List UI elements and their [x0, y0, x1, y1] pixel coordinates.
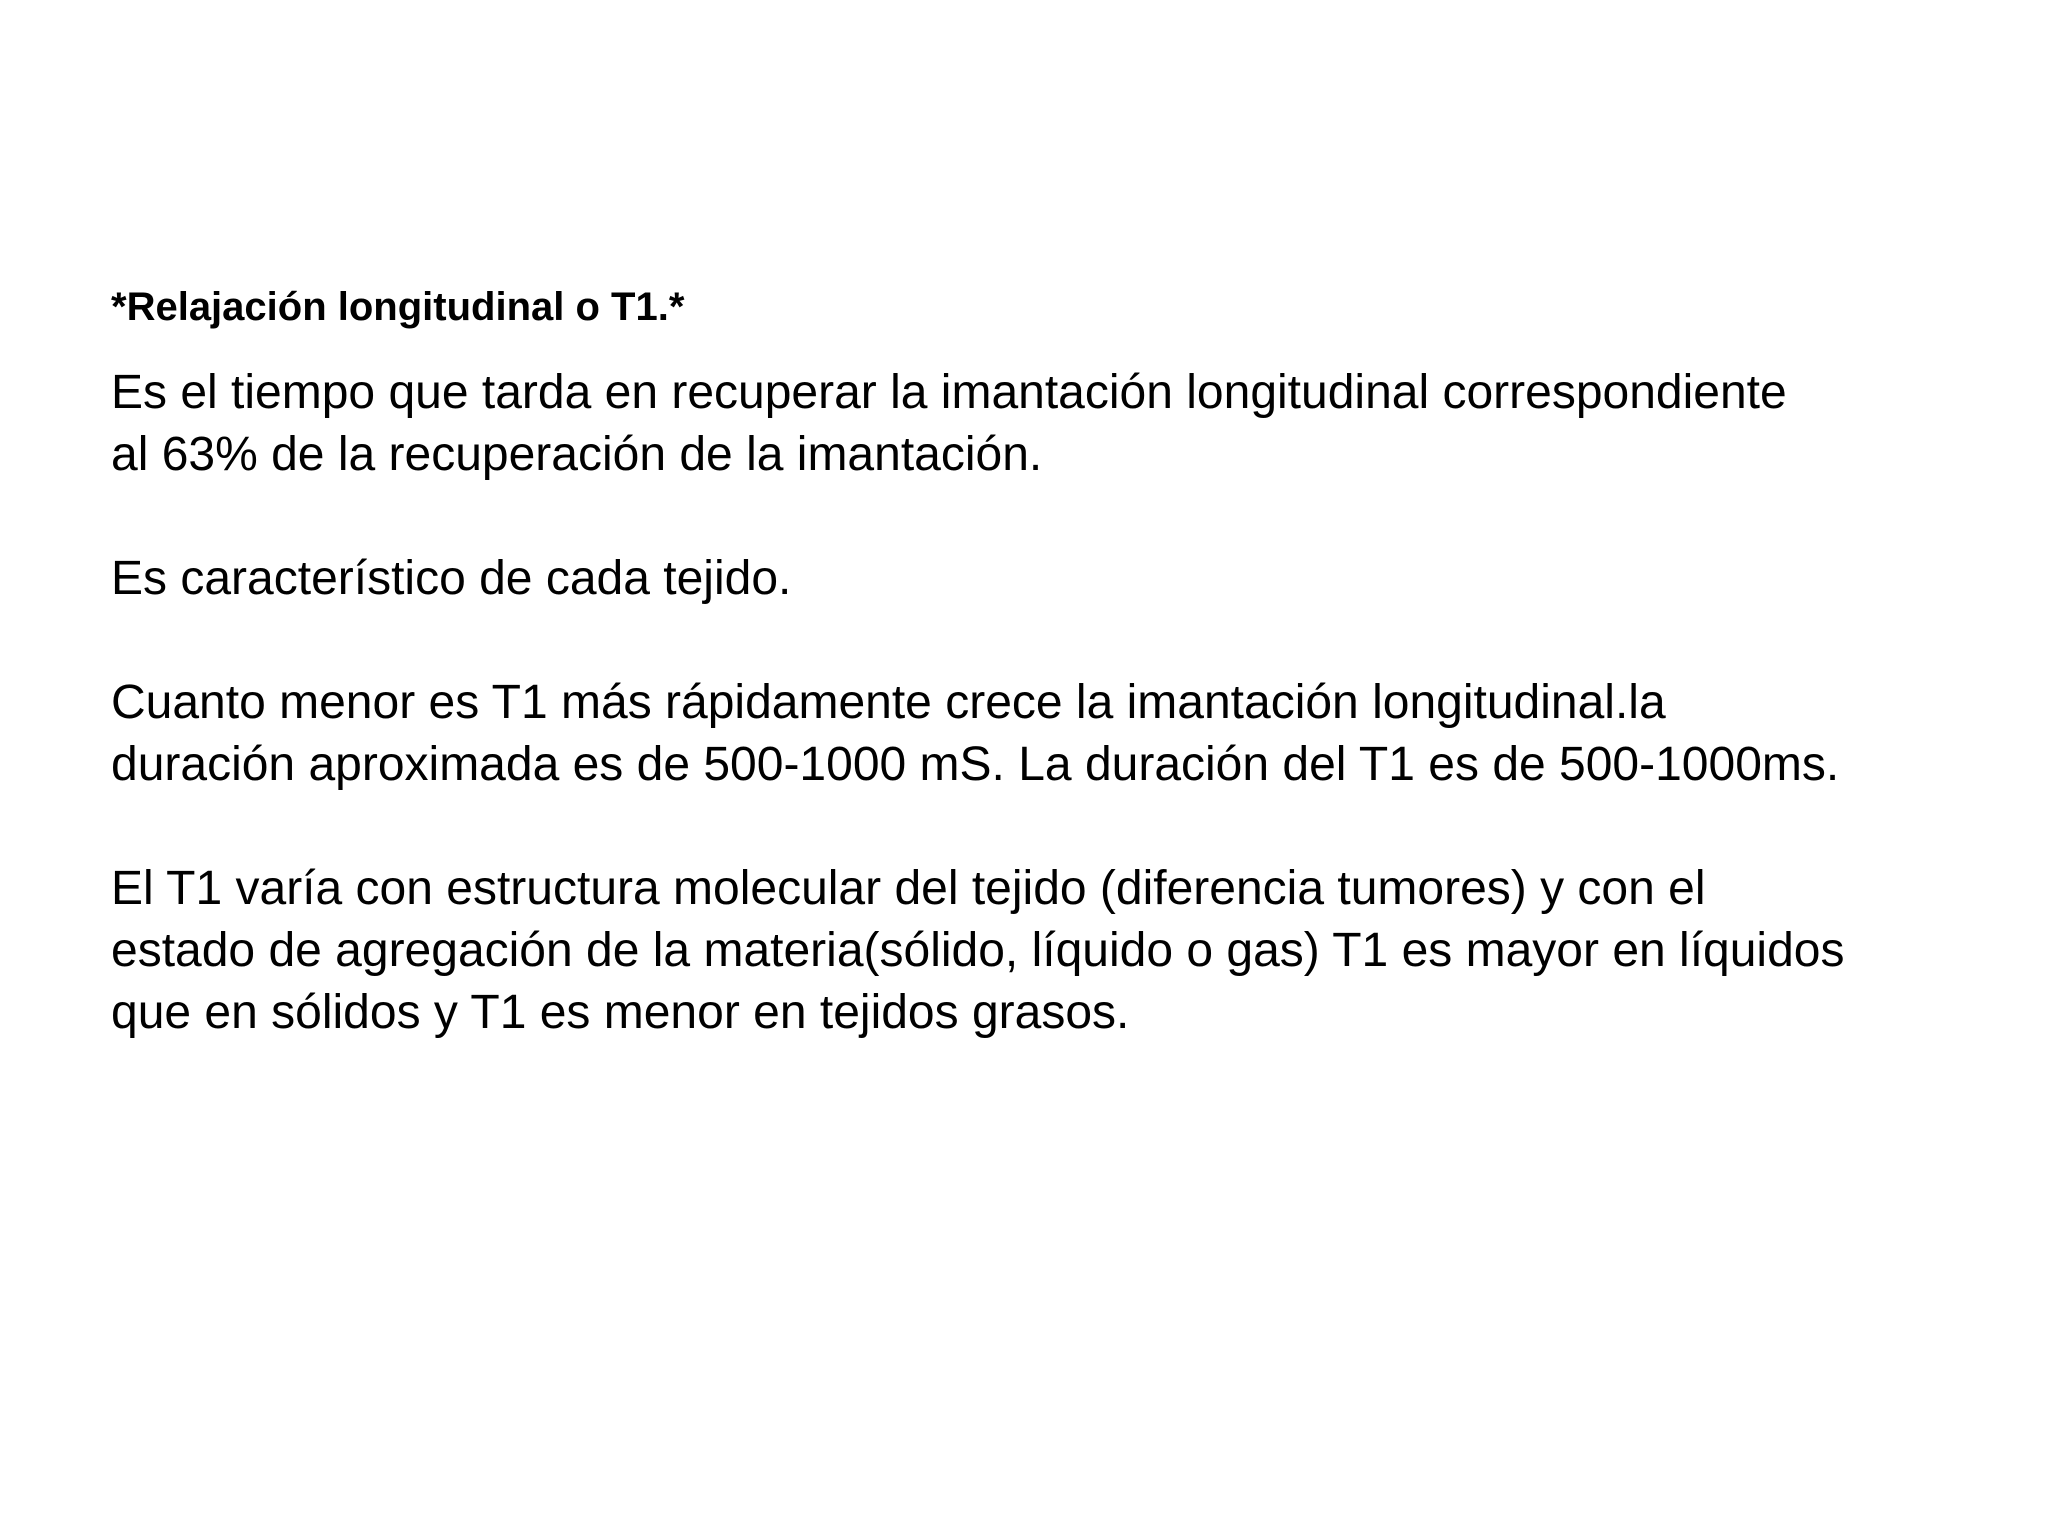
paragraph-line: duración aproximada es de 500-1000 mS. La duración del T1 es de 500-1000ms. [111, 738, 1840, 791]
paragraph-line: El T1 varía con estructura molecular del tejido (diferencia tumores) y con el [111, 862, 1706, 915]
paragraph-line: al 63% de la recuperación de la imantación. [111, 428, 1043, 481]
paragraph-variation [111, 858, 2011, 1044]
paragraph-line: que en sólidos y T1 es menor en tejidos grasos. [111, 986, 1130, 1039]
paragraph-line: Es característico de cada tejido. [111, 552, 792, 605]
paragraph-definition [111, 362, 2011, 486]
paragraph-characteristic [111, 548, 2011, 610]
slide-heading: *Relajación longitudinal o T1.* [111, 285, 685, 329]
paragraph-line: estado de agregación de la materia(sólido, líquido o gas) T1 es mayor en líquidos [111, 924, 1845, 977]
paragraph-line: Cuanto menor es T1 más rápidamente crece la imantación longitudinal.la [111, 676, 1666, 729]
slide-content [111, 282, 2011, 1106]
paragraph-line: Es el tiempo que tarda en recuperar la imantación longitudinal correspondiente [111, 366, 1787, 419]
paragraph-duration [111, 672, 2011, 796]
